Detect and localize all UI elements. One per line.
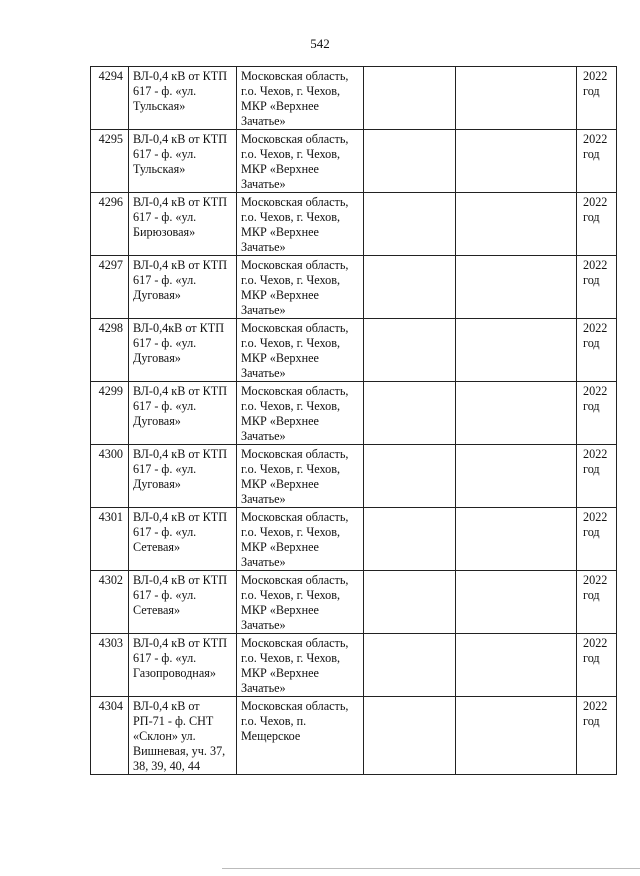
table-row	[91, 445, 617, 508]
registry-table	[90, 66, 617, 775]
table-row	[91, 634, 617, 697]
address-cell: Московская область, г.о. Чехов, г. Чехов, МКР «Верхнее Зачатье»	[237, 67, 364, 130]
address-cell: Московская область, г.о. Чехов, г. Чехов, МКР «Верхнее Зачатье»	[237, 508, 364, 571]
empty-cell	[364, 256, 456, 319]
table-row	[91, 697, 617, 775]
table-row	[91, 130, 617, 193]
empty-cell	[364, 319, 456, 382]
year-cell: 2022 год	[577, 256, 617, 319]
object-name-cell: ВЛ-0,4 кВ от КТП 617 - ф. «ул. Дуговая»	[129, 382, 237, 445]
empty-cell	[364, 697, 456, 775]
row-number-cell: 4295	[91, 130, 129, 193]
empty-cell	[456, 382, 577, 445]
object-name-cell: ВЛ-0,4 кВ от РП-71 - ф. СНТ «Склон» ул. Вишневая, уч. 37, 38, 39, 40, 44	[129, 697, 237, 775]
address-cell: Московская область, г.о. Чехов, п. Мещерское	[237, 697, 364, 775]
object-name-cell: ВЛ-0,4 кВ от КТП 617 - ф. «ул. Тульская»	[129, 130, 237, 193]
row-number-cell: 4294	[91, 67, 129, 130]
object-name-cell: ВЛ-0,4 кВ от КТП 617 - ф. «ул. Дуговая»	[129, 445, 237, 508]
table-row	[91, 571, 617, 634]
empty-cell	[456, 130, 577, 193]
year-cell: 2022 год	[577, 193, 617, 256]
address-cell: Московская область, г.о. Чехов, г. Чехов, МКР «Верхнее Зачатье»	[237, 319, 364, 382]
empty-cell	[364, 571, 456, 634]
object-name-cell: ВЛ-0,4 кВ от КТП 617 - ф. «ул. Дуговая»	[129, 256, 237, 319]
address-cell: Московская область, г.о. Чехов, г. Чехов, МКР «Верхнее Зачатье»	[237, 634, 364, 697]
empty-cell	[456, 193, 577, 256]
object-name-cell: ВЛ-0,4 кВ от КТП 617 - ф. «ул. Сетевая»	[129, 571, 237, 634]
year-cell: 2022 год	[577, 634, 617, 697]
table-row	[91, 67, 617, 130]
year-cell: 2022 год	[577, 445, 617, 508]
empty-cell	[456, 571, 577, 634]
empty-cell	[364, 67, 456, 130]
empty-cell	[456, 67, 577, 130]
year-cell: 2022 год	[577, 319, 617, 382]
year-cell: 2022 год	[577, 130, 617, 193]
row-number-cell: 4303	[91, 634, 129, 697]
row-number-cell: 4301	[91, 508, 129, 571]
year-cell: 2022 год	[577, 697, 617, 775]
address-cell: Московская область, г.о. Чехов, г. Чехов, МКР «Верхнее Зачатье»	[237, 571, 364, 634]
object-name-cell: ВЛ-0,4 кВ от КТП 617 - ф. «ул. Бирюзовая»	[129, 193, 237, 256]
row-number-cell: 4297	[91, 256, 129, 319]
year-cell: 2022 год	[577, 382, 617, 445]
object-name-cell: ВЛ-0,4 кВ от КТП 617 - ф. «ул. Газопроводная»	[129, 634, 237, 697]
empty-cell	[364, 382, 456, 445]
empty-cell	[364, 445, 456, 508]
empty-cell	[364, 634, 456, 697]
empty-cell	[456, 697, 577, 775]
row-number-cell: 4300	[91, 445, 129, 508]
empty-cell	[456, 256, 577, 319]
table-row	[91, 256, 617, 319]
empty-cell	[456, 508, 577, 571]
table-row	[91, 319, 617, 382]
table-row	[91, 382, 617, 445]
address-cell: Московская область, г.о. Чехов, г. Чехов, МКР «Верхнее Зачатье»	[237, 445, 364, 508]
table-row	[91, 508, 617, 571]
registry-table-body	[91, 67, 617, 775]
empty-cell	[364, 130, 456, 193]
bottom-rule	[222, 868, 640, 869]
row-number-cell: 4298	[91, 319, 129, 382]
year-cell: 2022 год	[577, 508, 617, 571]
row-number-cell: 4299	[91, 382, 129, 445]
row-number-cell: 4296	[91, 193, 129, 256]
empty-cell	[364, 193, 456, 256]
page-number: 542	[310, 36, 330, 51]
row-number-cell: 4304	[91, 697, 129, 775]
empty-cell	[456, 319, 577, 382]
address-cell: Московская область, г.о. Чехов, г. Чехов, МКР «Верхнее Зачатье»	[237, 382, 364, 445]
address-cell: Московская область, г.о. Чехов, г. Чехов, МКР «Верхнее Зачатье»	[237, 256, 364, 319]
empty-cell	[364, 508, 456, 571]
object-name-cell: ВЛ-0,4кВ от КТП 617 - ф. «ул. Дуговая»	[129, 319, 237, 382]
year-cell: 2022 год	[577, 571, 617, 634]
empty-cell	[456, 445, 577, 508]
row-number-cell: 4302	[91, 571, 129, 634]
year-cell: 2022 год	[577, 67, 617, 130]
empty-cell	[456, 634, 577, 697]
address-cell: Московская область, г.о. Чехов, г. Чехов, МКР «Верхнее Зачатье»	[237, 130, 364, 193]
address-cell: Московская область, г.о. Чехов, г. Чехов, МКР «Верхнее Зачатье»	[237, 193, 364, 256]
object-name-cell: ВЛ-0,4 кВ от КТП 617 - ф. «ул. Тульская»	[129, 67, 237, 130]
object-name-cell: ВЛ-0,4 кВ от КТП 617 - ф. «ул. Сетевая»	[129, 508, 237, 571]
table-row	[91, 193, 617, 256]
